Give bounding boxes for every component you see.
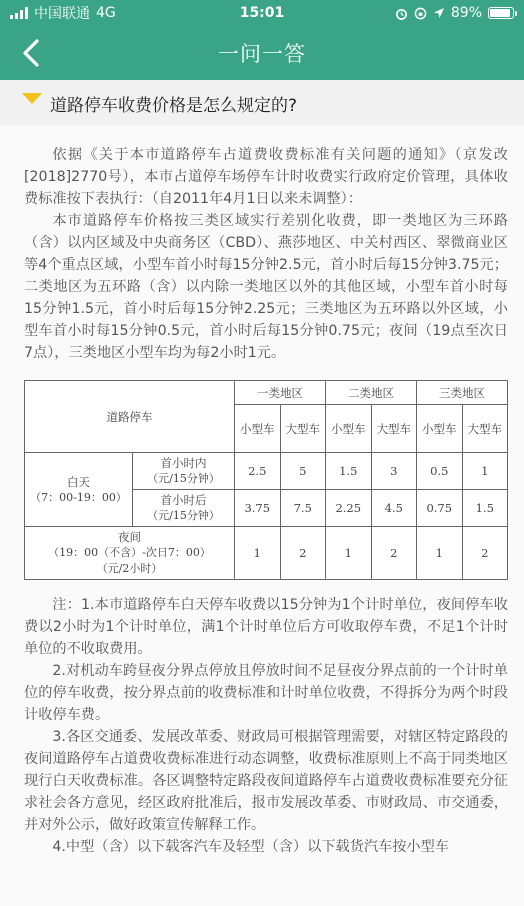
table-header-small: 小型车 (235, 405, 281, 453)
table-cell: 1 (235, 527, 281, 580)
note-paragraph: 注：1.本市道路停车白天停车收费以15分钟为1个计时单位，夜间停车收费以2小时为1个计时单位，满1个计时单位后方可收取停车费，不足1个计时单位的不收取费用。 (24, 597, 508, 657)
table-cell: 5 (280, 453, 326, 490)
table-cell: 0.75 (417, 490, 463, 527)
page-title: 一问一答 (218, 42, 306, 66)
table-cell: 2.5 (235, 453, 281, 490)
chevron-left-icon (21, 38, 41, 68)
rotation-lock-icon (414, 7, 427, 20)
table-cell: 2 (280, 527, 326, 580)
question-header (0, 80, 524, 126)
note-paragraph: 3.各区交通委、发展改革委、财政局可根据管理需要，对辖区特定路段的夜间道路停车占道费收费标准进行动态调整，收费标准原则上不高于同类地区现行白天收费标准。各区调整特定路段夜间道路停车占道费收费标准要充分征求社会各方意见，经区政府批准后，报市发展改革委、市财政局、市交通委，并对外公示，做好政策宣传解释工作。 (24, 729, 508, 833)
table-header-large: 大型车 (462, 405, 508, 453)
nav-bar (0, 26, 524, 80)
table-cell: 1 (417, 527, 463, 580)
back-button[interactable] (14, 36, 48, 70)
question-title: 道路停车收费价格是怎么规定的? (50, 95, 298, 116)
table-header-small: 小型车 (417, 405, 463, 453)
table-header-large: 大型车 (371, 405, 417, 453)
table-cell: 1 (326, 527, 372, 580)
table-header-zone2: 二类地区 (326, 381, 417, 405)
table-cell: 7.5 (280, 490, 326, 527)
table-header-small: 小型车 (326, 405, 372, 453)
triangle-down-icon (22, 93, 42, 104)
after-hour-label: 首小时后 (160, 493, 207, 507)
day-label: 白天 (67, 474, 90, 489)
table-cell: 2 (371, 527, 417, 580)
status-bar (0, 0, 524, 26)
table-cell: 1.5 (462, 490, 508, 527)
table-header-zone3: 三类地区 (417, 381, 508, 405)
table-cell: 3 (371, 453, 417, 490)
answer-content (0, 126, 524, 906)
battery-icon (488, 7, 514, 19)
network-type: 4G (96, 5, 116, 21)
table-row-header-day (25, 453, 133, 527)
price-table (24, 380, 508, 580)
answer-paragraph: 本市道路停车价格按三类区域实行差别化收费，即一类地区为三环路（含）以内区域及中央商务区（CBD）、燕莎地区、中关村西区、翠微商业区等4个重点区域，小型车首小时每15分钟2.5元，首小时后每15分钟3.75元；二类地区为五环路（含）以内除一类地区以外的其他区域，小型车首小时每15分钟1.5元，首小时后每15分钟2.25元；三类地区为五环路以外区域，小型车首小时每15分钟0.5元，首小时后每15分钟0.75元；夜间（19点至次日7点），三类地区小型车均为每2小时1元。 (24, 213, 508, 361)
location-icon (433, 7, 445, 19)
battery-fill (490, 9, 510, 17)
clock: 15:01 (239, 5, 285, 21)
signal-icon (10, 7, 28, 19)
table-row-header-after-hour (133, 490, 235, 527)
table-cell: 2.25 (326, 490, 372, 527)
night-unit: （元/2小时） (96, 562, 163, 575)
after-hour-unit: （元/15分钟） (147, 509, 220, 522)
table-header-large: 大型车 (280, 405, 326, 453)
table-corner: 道路停车 (25, 381, 235, 453)
table-cell: 0.5 (417, 453, 463, 490)
table-row-header-first-hour (133, 453, 235, 490)
table-cell: 1.5 (326, 453, 372, 490)
note-paragraph: 2.对机动车跨昼夜分界点停放且停放时间不足昼夜分界点前的一个计时单位的停车收费，按分界点前的收费标准和计时单位收费，不得拆分为两个时段计收停车费。 (24, 663, 508, 723)
table-header-zone1: 一类地区 (235, 381, 326, 405)
battery-percent: 89% (450, 5, 482, 21)
note-paragraph: 4.中型（含）以下载客汽车及轻型（含）以下载货汽车按小型车 (52, 839, 449, 855)
alarm-icon (395, 7, 408, 20)
table-cell: 1 (462, 453, 508, 490)
day-hours: （7：00-19：00） (30, 490, 127, 504)
table-cell: 4.5 (371, 490, 417, 527)
table-cell: 3.75 (235, 490, 281, 527)
table-row-header-night (25, 527, 235, 580)
table-cell: 2 (462, 527, 508, 580)
night-label: 夜间 (118, 530, 141, 544)
carrier-name: 中国联通 (34, 6, 90, 22)
answer-paragraph: 依据《关于本市道路停车占道费收费标准有关问题的通知》（京发改[2018]2770号），本市占道停车场停车计时收费实行政府定价管理，具体收费标准按下表执行：（自2011年4月1日以来未调整）： (24, 147, 508, 207)
first-hour-label: 首小时内 (160, 456, 207, 470)
first-hour-unit: （元/15分钟） (147, 472, 220, 485)
night-hours: （19：00（不含）-次日7：00） (48, 546, 211, 559)
